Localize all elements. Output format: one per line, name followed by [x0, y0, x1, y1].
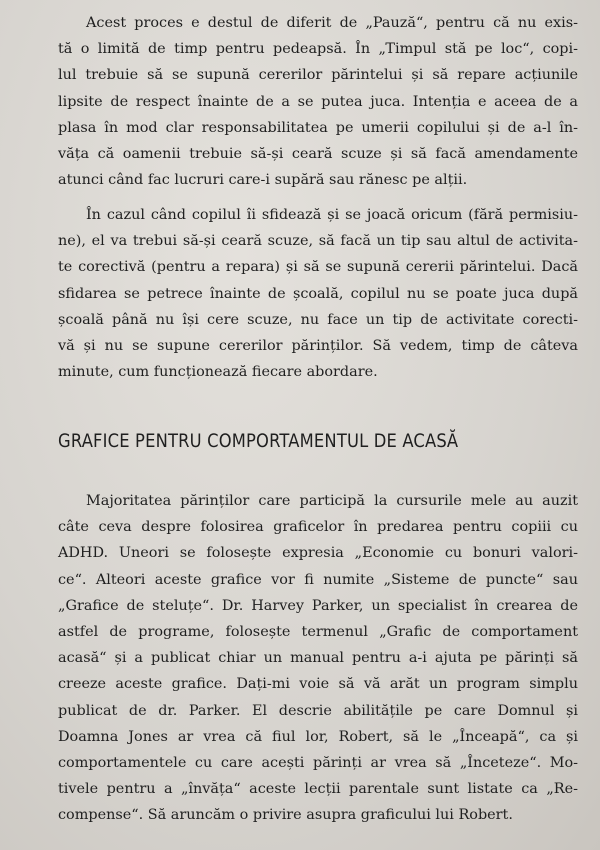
- text-line: plasa în mod clar responsabilitatea pe umerii copilului și de a-l în-: [58, 119, 578, 136]
- text-line: minute, cum funcționează fiecare abordare.: [58, 364, 378, 381]
- text-line: sfidarea se petrece înainte de școală, copilul nu se poate juca după: [58, 285, 578, 302]
- text-line: astfel de programe, folosește termenul „Grafic de comportament: [58, 624, 578, 641]
- text-line: școală până nu își cere scuze, nu face un tip de activitate corecti-: [58, 311, 578, 328]
- text-line: publicat de dr. Parker. El descrie abilitățile pe care Domnul și: [58, 702, 578, 719]
- text-line: Doamna Jones ar vrea că fiul lor, Robert, să le „Înceapă“, ca și: [58, 728, 578, 745]
- text-line: lul trebuie să se supună cererilor părintelui și să repare acțiunile: [58, 67, 578, 84]
- text-line: te corectivă (pentru a repara) și să se supună cererii părintelui. Dacă: [58, 259, 578, 276]
- paragraph-timpul-sta-pe-loc: [58, 10, 578, 193]
- text-line: comportamentele cu care acești părinți ar vrea să „Înceteze“. Mo-: [58, 755, 578, 772]
- text-line: câte ceva despre folosirea graficelor în predarea pentru copiii cu: [58, 519, 578, 536]
- text-line: vă și nu se supune cererilor părinților. Să vedem, timp de câteva: [58, 338, 578, 355]
- text-line: atunci când fac lucruri care-i supără sau rănesc pe alții.: [58, 172, 468, 189]
- text-line: Majoritatea părinților care participă la cursurile mele au auzit: [86, 493, 578, 509]
- text-line: compense“. Să aruncăm o privire asupra graficului lui Robert.: [58, 807, 513, 824]
- text-line: văța că oamenii trebuie să-și ceară scuze și să facă amendamente: [58, 146, 578, 163]
- paragraph-grafice: [58, 488, 578, 829]
- text-line: ne), el va trebui să-și ceară scuze, să facă un tip sau altul de activita-: [58, 233, 578, 250]
- text-line: Acest proces e destul de diferit de „Pauză“, pentru că nu exis-: [86, 15, 578, 31]
- text-line: lipsite de respect înainte de a se putea juca. Intenția e aceea de a: [58, 93, 578, 110]
- paragraph-sfidare: [58, 202, 578, 385]
- text-line: tă o limită de timp pentru pedeapsă. În „Timpul stă pe loc“, copi-: [58, 41, 578, 58]
- text-line: tivele pentru a „învăța“ aceste lecții parentale sunt listate ca „Re-: [58, 781, 578, 798]
- text-line: În cazul când copilul îi sfidează și se joacă oricum (fără permisiu-: [86, 207, 578, 223]
- section-heading: GRAFICE PENTRU COMPORTAMENTUL DE ACASĂ: [58, 430, 459, 452]
- text-line: ce“. Alteori aceste grafice vor fi numite „Sisteme de puncte“ sau: [58, 571, 578, 588]
- text-line: creeze aceste grafice. Dați-mi voie să vă arăt un program simplu: [58, 676, 578, 693]
- text-line: „Grafice de steluțe“. Dr. Harvey Parker, un specialist în crearea de: [58, 597, 578, 614]
- text-line: acasă“ și a publicat chiar un manual pentru a-i ajuta pe părinți să: [58, 650, 578, 667]
- text-line: ADHD. Uneori se folosește expresia „Economie cu bonuri valori-: [58, 545, 578, 562]
